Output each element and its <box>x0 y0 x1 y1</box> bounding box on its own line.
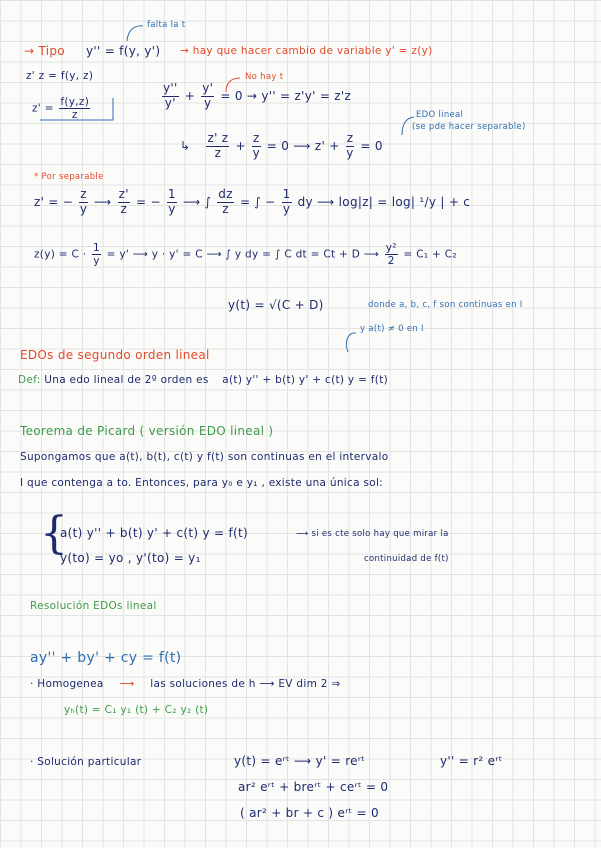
zz-equation: z' z = f(y, z) <box>26 70 94 82</box>
separable-row: z' = − $\frac{z}{y}$ ⟶ $\frac{z'}{z}$ = − $\frac{1}{y}$ ⟶ ∫ $\frac{dz}{z}$ = ∫ − $\frac{1}{y}$ dy ⟶ log|z| = log| ¹/y | + c <box>34 187 471 216</box>
system-brace: { <box>40 508 68 559</box>
sol-part-line-1b: y'' = r² eʳᵗ <box>440 754 503 768</box>
system-note-1: ⟶ si es cte solo hay que mirar la <box>296 529 449 539</box>
system-note-2: continuidad de f(t) <box>364 554 449 564</box>
zy-row: z(y) = C · $\frac{1}{y}$ = y' ⟶ y · y' = C ⟶ ∫ y dy = ∫ C dt = Ct + D ⟶ $\frac{\text{y²}}{2}$ = C₁ + C₂ <box>34 242 457 268</box>
note-falta-t: falta la t <box>147 20 186 30</box>
edos-segundo-orden-heading: EDOs de segundo orden lineal <box>20 348 210 362</box>
donde-note: donde a, b, c, f son continuas en I <box>368 300 523 310</box>
y-at-note: y a(t) ≠ 0 en I <box>360 324 424 334</box>
no-hay-t: No hay t <box>245 72 284 82</box>
homogenea-row: · Homogenea ⟶ las soluciones de h ⟶ EV dim 2 ⇒ <box>30 678 341 690</box>
edo-lineal-note: EDO lineal <box>416 110 464 120</box>
tipo-rest: → hay que hacer cambio de variable y' = z(y) <box>180 45 433 57</box>
y-t-result: y(t) = √(C + D) <box>228 298 324 312</box>
supongamos-line: Supongamos que a(t), b(t), c(t) y f(t) son continuas en el intervalo <box>20 451 389 463</box>
system-eq-2: y(to) = yo , y'(to) = y₁ <box>60 551 201 565</box>
general-eq: ay'' + by' + cy = f(t) <box>30 650 182 666</box>
def-row: Def: Una edo lineal de 2º orden es a(t) y'' + b(t) y' + c(t) y = f(t) <box>18 374 389 386</box>
sol-part-line-3: ( ar² + br + c ) eʳᵗ = 0 <box>240 806 379 820</box>
tipo-label: → Tipo <box>24 44 65 58</box>
intervalo-line: I que contenga a to. Entonces, para y₀ e y₁ , existe una única sol: <box>20 477 384 489</box>
tipo-equation: y'' = f(y, y') <box>86 44 161 58</box>
curved-arrow-icon <box>127 26 143 41</box>
solucion-particular-label: · Solución particular <box>30 756 142 768</box>
system-eq-1: a(t) y'' + b(t) y' + c(t) y = f(t) <box>60 526 248 540</box>
blue-hook-arrow-icon <box>346 333 356 352</box>
sol-part-line-2: ar² eʳᵗ + breʳᵗ + ceʳᵗ = 0 <box>238 780 389 794</box>
zp-label: z' = $\frac{f(y,z)}{z}$ <box>32 96 90 122</box>
yh-solution: yₕ(t) = C₁ y₁ (t) + C₂ y₂ (t) <box>64 704 209 716</box>
teorema-picard-heading: Teorema de Picard ( versión EDO lineal ) <box>20 424 274 438</box>
resolucion-heading: Resolución EDOs lineal <box>30 600 157 612</box>
edo-separable-note: (se pde hacer separable) <box>412 122 526 132</box>
eq-row-1: $\frac{y''}{y'}$ + $\frac{y'}{y}$ = 0 → y'' = z'y' = z'z <box>163 81 352 110</box>
por-separable: * Por separable <box>34 172 104 182</box>
eq-row-2: ↳ $\frac{z' z}{z}$ + $\frac{z}{y}$ = 0 ⟶ z' + $\frac{z}{y}$ = 0 <box>180 131 383 160</box>
sol-part-line-1: y(t) = eʳᵗ ⟶ y' = reʳᵗ <box>234 754 366 768</box>
